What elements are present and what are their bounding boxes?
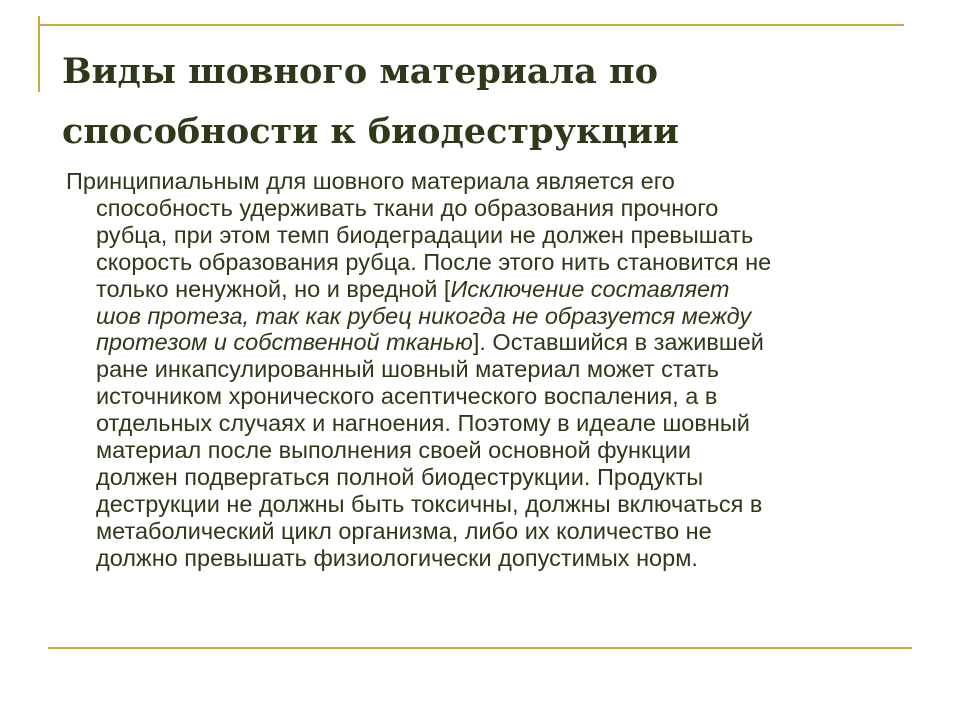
body-line: деструкции не должны быть токсичны, должны включаться в <box>96 490 763 517</box>
bottom-divider <box>48 647 912 649</box>
body-line: способность удерживать ткани до образования прочного <box>96 194 719 221</box>
body-line: источником хронического асептического воспаления, а в <box>96 383 718 410</box>
slide-title-line-2: способности к биодеструкции <box>62 111 680 152</box>
body-line: материал после выполнения своей основной функции <box>96 437 692 464</box>
body-line: метаболический цикл организма, либо их количество не <box>96 517 712 544</box>
body-line: должен подвергаться полной биодеструкции. Продукты <box>96 463 704 490</box>
italic-remark: протезом и собственной тканью <box>96 329 473 356</box>
italic-remark: Исключение составляет <box>450 275 730 302</box>
italic-remark: шов протеза, так как рубец никогда не образуется между <box>96 302 752 329</box>
body-line: скорость образования рубца. После этого нить становится не <box>96 248 772 275</box>
body-line <box>66 329 916 356</box>
body-text-segment: только ненужной, но и вредной [ <box>96 275 451 302</box>
body-line: рубца, при этом темп биодеградации не должен превышать <box>96 221 754 248</box>
top-divider <box>38 24 904 26</box>
body-line: отдельных случаях и нагноения. Поэтому в идеале шовный <box>96 410 750 437</box>
body-text-segment: ]. Оставшийся в зажившей <box>472 329 764 356</box>
slide-title <box>62 42 922 162</box>
left-accent-line <box>38 16 40 92</box>
body-line: ране инкапсулированный шовный материал может стать <box>96 356 719 383</box>
body-line: должно превышать физиологически допустимых норм. <box>96 544 698 571</box>
body-line <box>66 276 916 303</box>
slide-body <box>66 168 916 572</box>
body-line: Принципиальным для шовного материала является его <box>66 168 675 194</box>
slide-title-line-1: Виды шовного материала по <box>62 51 659 92</box>
